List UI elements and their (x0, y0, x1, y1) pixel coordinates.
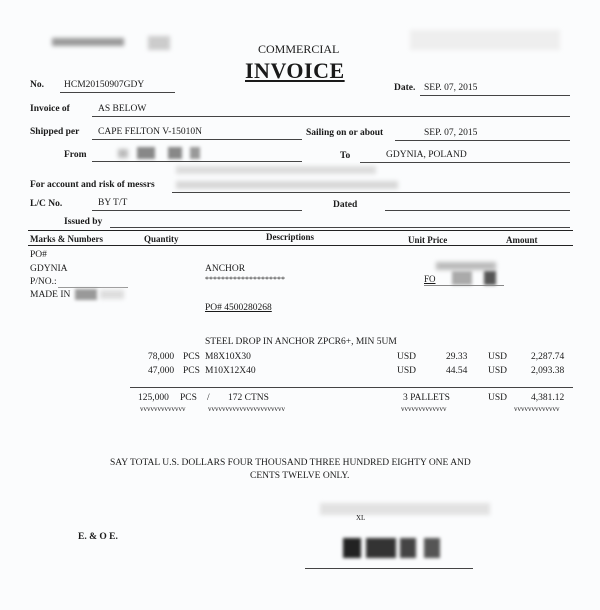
row2-amount: 2,093.38 (531, 366, 565, 376)
lc-underline (92, 210, 302, 211)
signature-line (305, 568, 473, 569)
redacted-right-mark-2 (452, 271, 472, 285)
row1-price: 29.33 (446, 352, 468, 362)
col-marks-header: Marks & Numbers (30, 234, 103, 244)
eoe: E. & O E. (78, 532, 118, 542)
row2-qty: 47,000 (148, 366, 175, 376)
redacted-signature-company (320, 503, 490, 515)
shipped-per-label: Shipped per (30, 127, 80, 137)
wavy-ctns: vvvvvvvvvvvvvvvvvvvvvv (208, 405, 285, 413)
no-label: No. (30, 80, 44, 90)
row1-size: M8X10X30 (205, 352, 251, 362)
redacted-company-name (52, 38, 124, 46)
account-label: For account and risk of messrs (30, 180, 155, 190)
col-quantity-header: Quantity (144, 234, 179, 244)
redacted-right-mark-3 (484, 271, 496, 285)
row2-cur2: USD (488, 366, 508, 376)
from-underline (92, 161, 302, 162)
total-slash: / (207, 393, 210, 403)
from-label: From (64, 150, 87, 160)
redacted-consignee-line1 (176, 166, 376, 174)
col-amount-header: Amount (506, 235, 538, 245)
redacted-signature-2 (366, 538, 396, 558)
col-unit-price-header: Unit Price (408, 235, 448, 245)
to-value: GDYNIA, POLAND (386, 150, 467, 160)
date-label: Date. (394, 83, 416, 93)
product-description: STEEL DROP IN ANCHOR ZPCR6+, MIN 5UM (205, 337, 397, 347)
row1-unit: PCS (183, 352, 200, 362)
wavy-qty: vvvvvvvvvvvvv (140, 405, 186, 413)
dated-underline (385, 210, 570, 211)
row1-cur1: USD (397, 352, 417, 362)
say-total-line-2: CENTS TWELVE ONLY. (250, 471, 350, 481)
wavy-amount: vvvvvvvvvvvvv (514, 405, 560, 413)
total-ctns: 172 CTNS (228, 393, 269, 403)
sailing-underline (395, 140, 570, 141)
marks-line-3: P/NO.: (30, 277, 57, 287)
sailing-value: SEP. 07, 2015 (424, 128, 478, 138)
table-header-line (28, 245, 573, 246)
say-total-line-1: SAY TOTAL U.S. DOLLARS FOUR THOUSAND THREE HUNDRED EIGHTY ONE AND (110, 458, 471, 468)
right-mark-fo: FO (424, 274, 436, 284)
shipped-per-value: CAPE FELTON V-15010N (98, 127, 202, 137)
no-value: HCM20150907GDY (64, 80, 145, 90)
heading-commercial: COMMERCIAL (258, 42, 340, 56)
row2-price: 44.54 (446, 366, 468, 376)
total-cur: USD (488, 393, 508, 403)
issued-underline (110, 227, 570, 228)
pno-underline (58, 287, 128, 288)
redacted-consignee-line2 (176, 181, 398, 189)
total-line (130, 387, 573, 388)
heading-invoice: INVOICE (245, 58, 345, 83)
redacted-from-2 (137, 147, 155, 159)
marks-line-4: MADE IN (30, 290, 71, 300)
to-label: To (340, 151, 351, 161)
wavy-pallets: vvvvvvvvvvvvv (401, 405, 447, 413)
signature-fragment: XL (356, 514, 366, 522)
invoice-of-value: AS BELOW (98, 104, 147, 114)
row1-qty: 78,000 (148, 352, 175, 362)
to-underline (360, 162, 570, 163)
row2-size: M10X12X40 (205, 366, 256, 376)
row2-cur1: USD (397, 366, 417, 376)
date-underline (420, 95, 570, 96)
dated-label: Dated (333, 200, 358, 210)
product-stars: ******************** (205, 275, 285, 284)
marks-line-1: PO# (30, 250, 47, 260)
redacted-origin-tail (100, 290, 124, 299)
row2-unit: PCS (183, 366, 200, 376)
account-underline (172, 192, 570, 193)
sailing-label: Sailing on or about (306, 128, 384, 138)
marks-line-2: GDYNIA (30, 264, 68, 274)
shipped-per-underline (92, 139, 302, 140)
invoice-of-label: Invoice of (30, 104, 70, 114)
total-unit: PCS (180, 393, 197, 403)
right-mark-underline (424, 285, 504, 286)
total-pallets: 3 PALLETS (403, 393, 450, 403)
row1-amount: 2,287.74 (531, 352, 565, 362)
redacted-origin (75, 289, 97, 300)
redacted-signature-1 (343, 538, 361, 558)
total-amount: 4,381.12 (531, 393, 565, 403)
issued-label: Issued by (64, 217, 103, 227)
lc-label: L/C No. (30, 199, 63, 209)
redacted-signature-4 (424, 538, 440, 558)
no-underline (60, 92, 175, 93)
table-top-line (28, 230, 573, 231)
redacted-from-1 (118, 149, 128, 158)
redacted-from-4 (190, 147, 200, 159)
row1-cur2: USD (488, 352, 508, 362)
redacted-mark-right (410, 30, 560, 50)
redacted-mark (148, 36, 170, 50)
date-value: SEP. 07, 2015 (424, 83, 478, 93)
lc-value: BY T/T (98, 198, 128, 208)
total-qty: 125,000 (138, 393, 169, 403)
redacted-from-3 (168, 147, 182, 159)
po-number: PO# 4500280268 (205, 303, 272, 313)
redacted-signature-3 (400, 538, 416, 558)
invoice-of-underline (92, 116, 570, 117)
product-name: ANCHOR (205, 264, 246, 274)
redacted-right-mark-1 (436, 262, 496, 270)
col-descriptions-header: Descriptions (266, 232, 314, 242)
